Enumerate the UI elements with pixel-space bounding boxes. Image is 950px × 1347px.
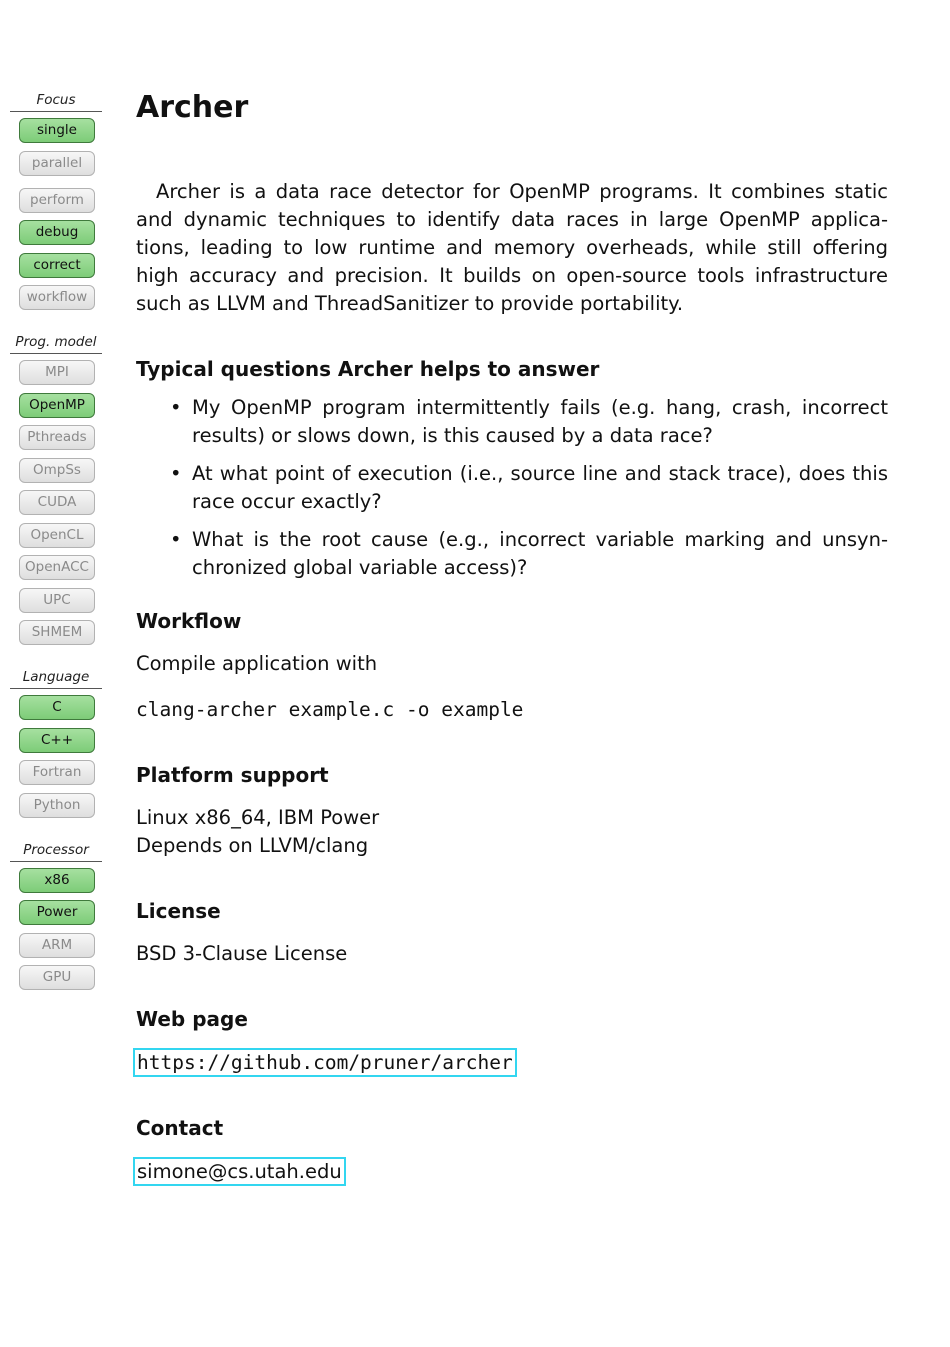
focus-tags-a (8, 118, 108, 176)
processor-tags (8, 868, 108, 991)
page-title: Archer (136, 90, 249, 125)
platform-line-1: Linux x86_64, IBM Power (136, 806, 380, 829)
sidebar (8, 92, 108, 1006)
prog-model-title: Prog. model (10, 334, 102, 354)
tag-arm: ARM (19, 933, 95, 958)
license-text: BSD 3-Clause License (136, 942, 348, 965)
tag-c: C (19, 695, 95, 720)
bullet-icon: • (170, 528, 182, 551)
tag-upc: UPC (19, 588, 95, 613)
tag-cpp: C++ (19, 728, 95, 753)
list-item: • At what point of execution (i.e., source line and stack trace), does this race occur exactly? (170, 462, 888, 513)
tag-workflow: workflow (19, 285, 95, 310)
license-section (136, 898, 888, 968)
tag-power: Power (19, 900, 95, 925)
tag-openmp: OpenMP (19, 393, 95, 418)
contact-heading: Contact (136, 1116, 224, 1140)
language-title: Language (10, 669, 102, 689)
tag-openacc: OpenACC (19, 555, 95, 580)
focus-group (8, 92, 108, 310)
tag-debug: debug (19, 220, 95, 245)
tag-python: Python (19, 793, 95, 818)
focus-tags-b (8, 188, 108, 311)
tag-single: single (19, 118, 95, 143)
platform-heading: Platform support (136, 763, 329, 787)
processor-group (8, 842, 108, 991)
bullet-icon: • (170, 396, 182, 419)
questions-heading: Typical questions Archer helps to answer (136, 357, 600, 381)
webpage-section (136, 1006, 888, 1077)
tag-parallel: parallel (19, 151, 95, 176)
webpage-heading: Web page (136, 1007, 248, 1031)
tag-correct: correct (19, 253, 95, 278)
prog-model-group (8, 334, 108, 645)
bullet-icon: • (170, 462, 182, 485)
questions-section (136, 356, 888, 582)
workflow-text: Compile application with (136, 652, 378, 675)
tag-x86: x86 (19, 868, 95, 893)
main-content (136, 88, 888, 1186)
tag-opencl: OpenCL (19, 523, 95, 548)
intro-paragraph: Archer is a data race detector for OpenMP programs. It combines static and dynamic techniques to identify data races in large OpenMP applica-tions, leading to low runtime and memory overheads, while still offering high accuracy and precision. It builds on open-source tools infrastructure such as LLVM and ThreadSanitizer to provide portability. (136, 180, 888, 315)
workflow-section (136, 608, 888, 724)
contact-email-link[interactable]: simone@cs.utah.edu (133, 1157, 346, 1186)
list-item: • My OpenMP program intermittently fails (e.g. hang, crash, incorrect results) or slows down, is this caused by a data race? (170, 396, 888, 447)
tag-mpi: MPI (19, 360, 95, 385)
contact-section (136, 1115, 888, 1186)
language-tags (8, 695, 108, 818)
workflow-command: clang-archer example.c -o example (136, 698, 524, 721)
tag-ompss: OmpSs (19, 458, 95, 483)
workflow-heading: Workflow (136, 609, 242, 633)
tag-gpu: GPU (19, 965, 95, 990)
questions-list (136, 394, 888, 582)
webpage-link[interactable]: https://github.com/pruner/archer (133, 1048, 517, 1077)
tag-shmem: SHMEM (19, 620, 95, 645)
tag-pthreads: Pthreads (19, 425, 95, 450)
license-heading: License (136, 899, 221, 923)
list-item: • What is the root cause (e.g., incorrect variable marking and unsyn-chronized global variable access)? (170, 528, 888, 579)
focus-title: Focus (10, 92, 102, 112)
tag-cuda: CUDA (19, 490, 95, 515)
tag-perform: perform (19, 188, 95, 213)
tag-fortran: Fortran (19, 760, 95, 785)
prog-model-tags (8, 360, 108, 645)
platform-section (136, 762, 888, 860)
platform-line-2: Depends on LLVM/clang (136, 834, 369, 857)
language-group (8, 669, 108, 818)
processor-title: Processor (10, 842, 102, 862)
